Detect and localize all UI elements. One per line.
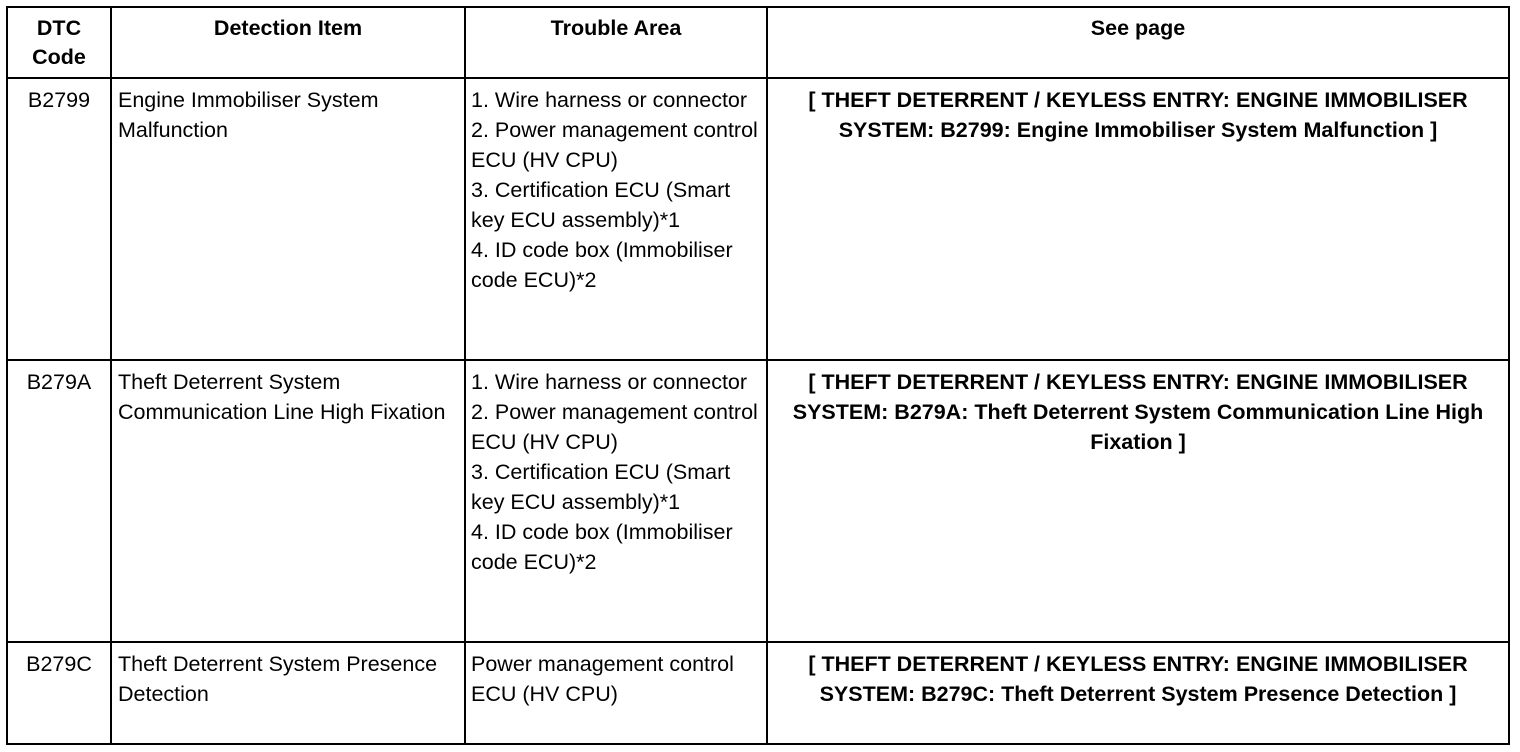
trouble-area-line: 3. Certification ECU (Smart key ECU assembly)*1 [471,460,731,514]
see-page-link[interactable]: [ THEFT DETERRENT / KEYLESS ENTRY: ENGINE IMMOBILISER SYSTEM: B279A: Theft Deterrent System Communication Line High Fixation ] [767,360,1509,642]
see-page-link[interactable]: [ THEFT DETERRENT / KEYLESS ENTRY: ENGINE IMMOBILISER SYSTEM: B2799: Engine Immobiliser System Malfunction ] [767,78,1509,360]
detection-item-cell: Theft Deterrent System Communication Line High Fixation [111,360,465,642]
trouble-area-line: 4. ID code box (Immobiliser code ECU)*2 [471,238,733,292]
dtc-code-cell: B279A [7,360,111,642]
detection-item-cell: Engine Immobiliser System Malfunction [111,78,465,360]
detection-item-cell: Theft Deterrent System Presence Detection [111,642,465,744]
trouble-area-line: 1. Wire harness or connector [471,370,748,394]
trouble-area-line: 3. Certification ECU (Smart key ECU assembly)*1 [471,178,731,232]
trouble-area-line: Power management control ECU (HV CPU) [471,652,734,706]
trouble-area-cell [465,360,767,642]
table-row [7,642,1509,744]
table-row [7,360,1509,642]
header-detection-item: Detection Item [111,7,465,78]
header-trouble-area: Trouble Area [465,7,767,78]
see-page-link[interactable]: [ THEFT DETERRENT / KEYLESS ENTRY: ENGINE IMMOBILISER SYSTEM: B279C: Theft Deterrent System Presence Detection ] [767,642,1509,744]
trouble-area-line: 2. Power management control ECU (HV CPU) [471,400,758,454]
trouble-area-line: 1. Wire harness or connector [471,88,748,112]
table-row [7,78,1509,360]
dtc-code-cell: B2799 [7,78,111,360]
dtc-code-cell: B279C [7,642,111,744]
trouble-area-line: 4. ID code box (Immobiliser code ECU)*2 [471,520,733,574]
trouble-area-line: 2. Power management control ECU (HV CPU) [471,118,758,172]
table-header-row [7,7,1509,78]
header-dtc-code: DTC Code [7,7,111,78]
dtc-table [6,6,1510,745]
trouble-area-cell [465,642,767,744]
trouble-area-cell [465,78,767,360]
header-see-page: See page [767,7,1509,78]
